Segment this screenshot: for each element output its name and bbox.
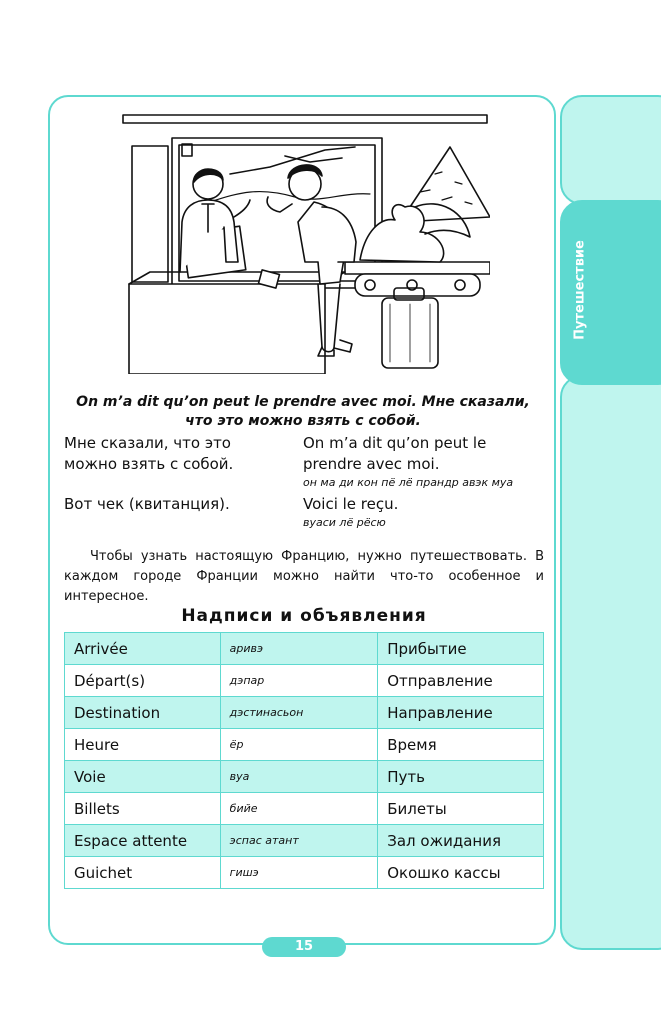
cell-french: Heure <box>65 729 221 761</box>
table-row <box>65 857 544 889</box>
body-paragraph: Чтобы узнать настоящую Францию, нужно путешествовать. В каждом городе Франции можно найти что-то особенное и интересное. <box>64 549 544 604</box>
illustration <box>120 112 490 374</box>
cell-transcription: гишэ <box>220 857 378 889</box>
cell-french: Arrivée <box>65 633 221 665</box>
table-row <box>65 761 544 793</box>
signs-table <box>64 632 544 889</box>
phrase-1-transcription: он ма ди кон пё лё прандр авэк муа <box>303 476 514 489</box>
cell-french: Billets <box>65 793 221 825</box>
cell-french: Départ(s) <box>65 665 221 697</box>
cell-transcription: бийе <box>220 793 378 825</box>
table-row <box>65 633 544 665</box>
phrase-1-fr: On m’a dit qu’on peut le prendre avec moi. <box>303 434 487 473</box>
table-title: Надписи и объявления <box>181 606 427 626</box>
page-number: 15 <box>262 937 346 957</box>
table-row <box>65 825 544 857</box>
cell-transcription: ёр <box>220 729 378 761</box>
cell-transcription: эспас атант <box>220 825 378 857</box>
cell-russian: Отправление <box>378 665 544 697</box>
cell-transcription: дэстинасьон <box>220 697 378 729</box>
table-row <box>65 729 544 761</box>
phrase-2-fr-block <box>303 494 548 530</box>
cell-transcription: аривэ <box>220 633 378 665</box>
cell-french: Destination <box>65 697 221 729</box>
cell-russian: Прибытие <box>378 633 544 665</box>
phrase-2-fr: Voici le reçu. <box>303 495 399 513</box>
cell-russian: Путь <box>378 761 544 793</box>
phrase-1-ru: Мне сказали, что это можно взять с собой. <box>64 434 234 473</box>
phrase-1-fr-block <box>303 433 548 490</box>
table-row <box>65 793 544 825</box>
side-panel-bottom <box>560 375 661 950</box>
cell-russian: Окошко кассы <box>378 857 544 889</box>
cell-french: Voie <box>65 761 221 793</box>
cell-russian: Направление <box>378 697 544 729</box>
side-panel-top <box>560 95 661 205</box>
table-row <box>65 665 544 697</box>
cell-transcription: дэпар <box>220 665 378 697</box>
phrase-2-transcription: вуаси лё рёсю <box>303 516 386 529</box>
cell-russian: Билеты <box>378 793 544 825</box>
phrase-2-ru: Вот чек (квитанция). <box>64 495 230 513</box>
cell-transcription: вуа <box>220 761 378 793</box>
cell-russian: Время <box>378 729 544 761</box>
cell-french: Espace attente <box>65 825 221 857</box>
cell-french: Guichet <box>65 857 221 889</box>
section-tab-label: Путешествие <box>572 240 588 340</box>
cell-russian: Зал ожидания <box>378 825 544 857</box>
illustration-caption: On m’a dit qu’on peut le prendre avec moi. Мне сказали, что это можно взять с собой. <box>76 394 530 429</box>
table-row <box>65 697 544 729</box>
